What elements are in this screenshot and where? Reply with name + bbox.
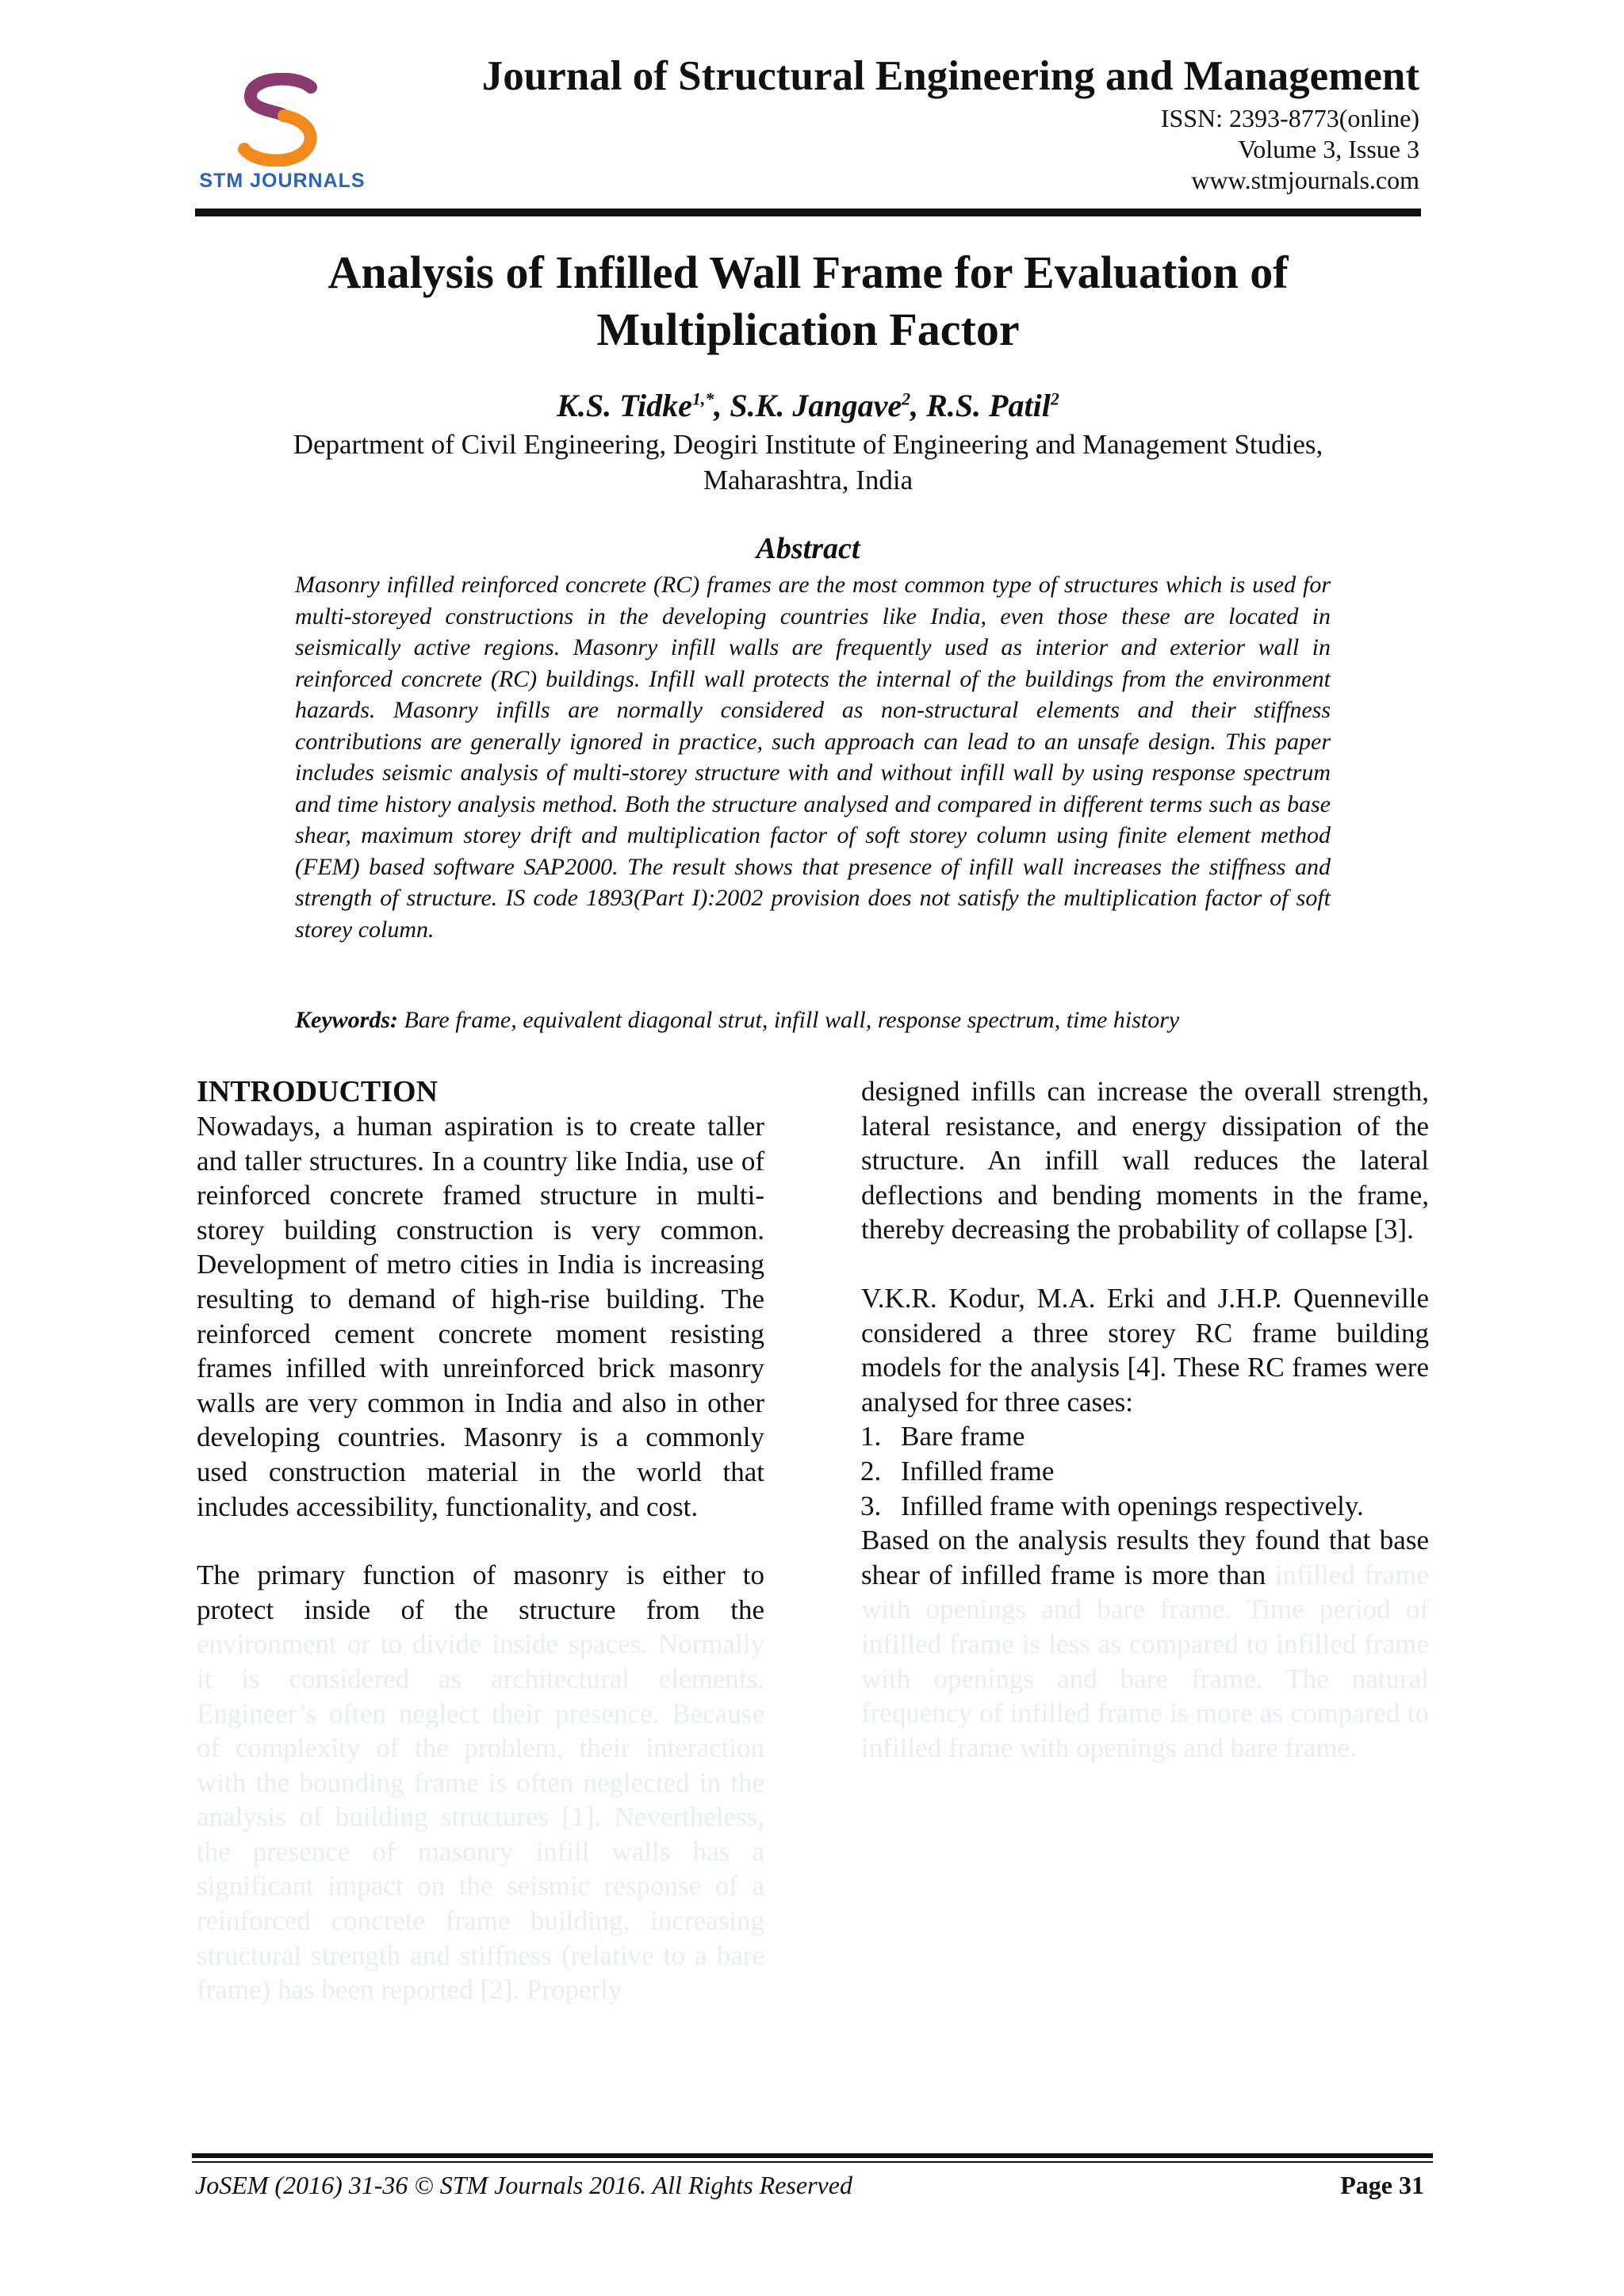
- logo-text: STM JOURNALS: [199, 170, 366, 192]
- footer-divider-thin: [192, 2161, 1433, 2163]
- title-line-2: Multiplication Factor: [596, 304, 1020, 355]
- keywords-text: Bare frame, equivalent diagonal strut, infill wall, response spectrum, time history: [404, 1007, 1180, 1033]
- intro-paragraph-1: Nowadays, a human aspiration is to create taller and taller structures. In a country like India, use of reinforced concrete framed structure in multi-storey building construction is very common. Development of metro cities in India is increasing resulting to demand of high-rise building. The reinforced cement concrete moment resisting frames infilled with unreinforced brick masonry walls are very common in India and also in other developing countries. Masonry is a commonly used construction material in the world that includes accessibility, functionality, and cost.: [197, 1111, 764, 1522]
- right-paragraph-1: designed infills can increase the overall strength, lateral resistance, and energy dissipation of the structure. An infill wall reduces the lateral deflections and bending moments in the frame, thereby decreasing the probability of collapse [3].: [861, 1076, 1429, 1246]
- left-column: [197, 1074, 764, 2007]
- author-affiliation-mark: 2: [902, 388, 911, 409]
- journal-meta: [1161, 103, 1419, 196]
- affiliation: [195, 427, 1421, 498]
- footer-divider: [192, 2153, 1433, 2158]
- intro-paragraph-2: [197, 1558, 764, 2007]
- paper-title: [195, 244, 1421, 358]
- affiliation-line-2: Maharashtra, India: [703, 465, 914, 496]
- right-paragraph-3: [861, 1523, 1429, 1765]
- list-item: 3. Infilled frame with openings respectively.: [888, 1489, 1429, 1524]
- section-heading-introduction: INTRODUCTION: [197, 1075, 439, 1108]
- cases-list: [861, 1419, 1429, 1523]
- issn: ISSN: 2393-8773(online): [1160, 104, 1419, 132]
- title-line-1: Analysis of Infilled Wall Frame for Evaluation of: [327, 247, 1289, 298]
- keywords: [295, 1007, 1331, 1034]
- intro-paragraph-2-visible: The primary function of masonry is either to protect inside of the structure from the: [197, 1559, 764, 1625]
- journal-title: Journal of Structural Engineering and Management: [481, 53, 1419, 99]
- author-name: S.K. Jangave: [730, 388, 902, 423]
- abstract-heading: Abstract: [756, 532, 860, 565]
- footer-citation: JoSEM (2016) 31-36 © STM Journals 2016. All Rights Reserved: [195, 2171, 852, 2199]
- stm-s-logo-icon: [233, 73, 331, 166]
- website-link[interactable]: www.stmjournals.com: [1191, 166, 1419, 194]
- intro-paragraph-2-faded: environment or to divide inside spaces. Normally it is considered as architectural elements. Engineer’s often neglect their presence. Because of complexity of the problem, their interaction with the bounding frame is often neglected in the analysis of building structures [1]. Nevertheless, the presence of masonry infill walls has a significant impact on the seismic response of a reinforced concrete frame building, increasing structural strength and stiffness (relative to a bare frame) has been reported [2]. Properly: [197, 1628, 764, 2006]
- header-divider: [195, 209, 1421, 216]
- right-paragraph-2: V.K.R. Kodur, M.A. Erki and J.H.P. Quenneville considered a three storey RC frame building models for the analysis [4]. These RC frames were analysed for three cases:: [861, 1282, 1429, 1418]
- author-affiliation-mark: 1,*: [691, 388, 714, 409]
- right-paragraph-3-visible: Based on the analysis results they found that base shear of infilled frame is more than: [861, 1525, 1429, 1590]
- keywords-label: Keywords:: [295, 1007, 398, 1033]
- list-item: 2. Infilled frame: [888, 1454, 1429, 1489]
- author-name: K.S. Tidke: [557, 388, 692, 423]
- page-number: Page 31: [1340, 2171, 1424, 2199]
- author-list: K.S. Tidke$^{1,*}$, S.K. Jangave$^2$, R.S. Patil$^2$: [557, 388, 1059, 423]
- list-item: 1. Bare frame: [888, 1419, 1429, 1454]
- volume-issue: Volume 3, Issue 3: [1238, 135, 1419, 163]
- abstract-text: Masonry infilled reinforced concrete (RC) frames are the most common type of structures which is used for multi-storeyed constructions in the developing countries like India, even those these are located in seismically active regions. Masonry infill walls are frequently used as interior and exterior wall in reinforced concrete (RC) buildings. Infill wall protects the internal of the buildings from the environment hazards. Masonry infills are normally considered as non-structural elements and their stiffness contributions are generally ignored in practice, such approach can lead to an unsafe design. This paper includes seismic analysis of multi-storey structure with and without infill wall by using response spectrum and time history analysis method. Both the structure analysed and compared in different terms such as base shear, maximum storey drift and multiplication factor of soft storey column using finite element method (FEM) based software SAP2000. The result shows that presence of infill wall increases the stiffness and strength of structure. IS code 1893(Part I):2002 provision does not satisfy the multiplication factor of soft storey column.: [295, 572, 1331, 943]
- right-paragraph-3-faded: infilled frame with openings and bare frame. Time period of infilled frame is less as compared to infilled frame with openings and bare frame. The natural frequency of infilled frame is more as compared to infilled frame with openings and bare frame.: [861, 1559, 1429, 1763]
- author-name: R.S. Patil: [926, 388, 1051, 423]
- right-column: [861, 1074, 1429, 1765]
- author-affiliation-mark: 2: [1050, 388, 1059, 409]
- affiliation-line-1: Department of Civil Engineering, Deogiri Institute of Engineering and Management Studies,: [293, 429, 1323, 460]
- publisher-logo: [195, 73, 370, 200]
